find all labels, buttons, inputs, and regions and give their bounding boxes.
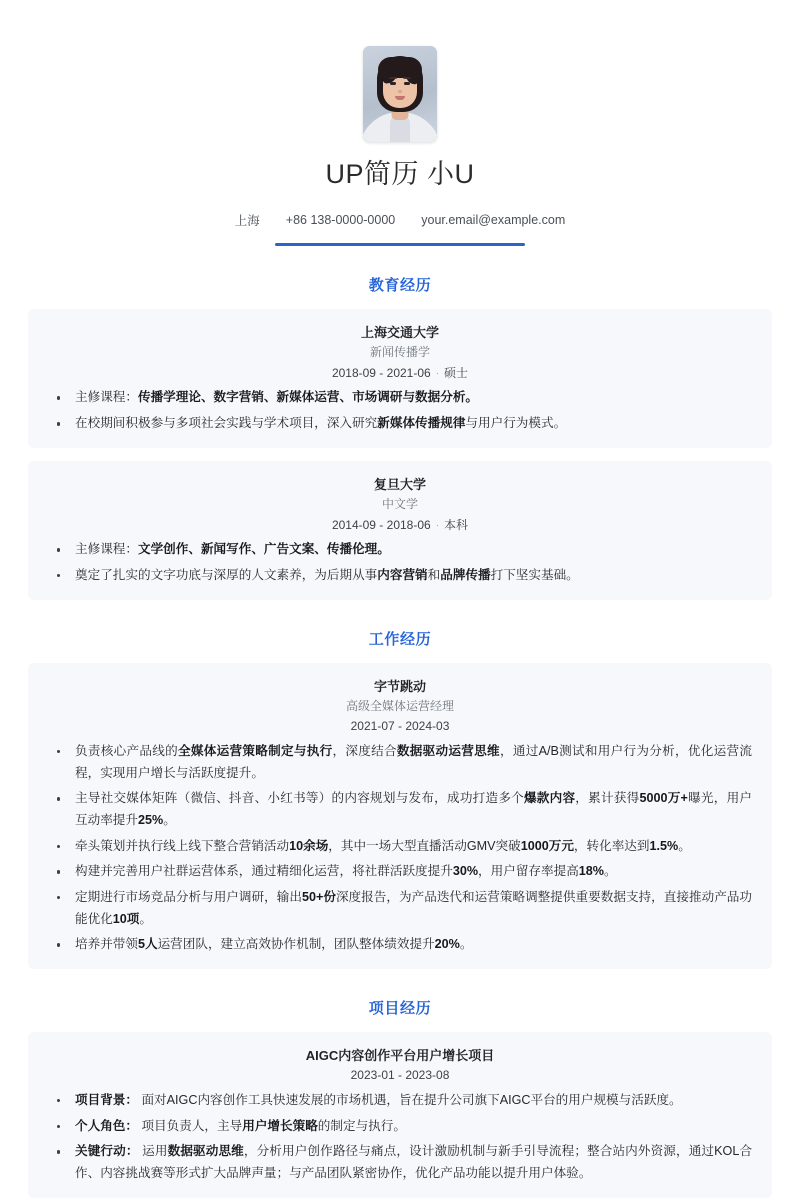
entry-dates: 2021-07 - 2024-03 [350, 719, 450, 734]
bullet-list [48, 539, 752, 586]
header-divider [275, 243, 525, 246]
entry-organization: AIGC内容创作平台用户增长项目 [305, 1047, 495, 1063]
list-item: 个人角色： 项目负责人，主导用户增长策略的制定与执行。 [48, 1116, 752, 1138]
list-item: 负责核心产品线的全媒体运营策略制定与执行，深度结合数据驱动运营思维，通过A/B测试和用户行为分析，优化运营流程，实现用户增长与活跃度提升。 [48, 741, 752, 784]
resume-section [0, 628, 800, 969]
entry-degree: 硕士 [444, 365, 469, 380]
contact-phone: +86 138-0000-0000 [285, 213, 396, 228]
entry-dates: 2014-09 - 2018-06 [331, 517, 431, 532]
bullet-list [48, 741, 752, 956]
bullet-list [48, 1090, 752, 1185]
bullet-list [48, 387, 752, 434]
contact-email: your.email@example.com [421, 213, 566, 228]
entry-degree: 本科 [444, 517, 469, 532]
entry-meta [48, 363, 752, 385]
section-title: 项目经历 [368, 999, 432, 1017]
entry-head [48, 677, 752, 738]
list-item: 主修课程：传播学理论、数字营销、新媒体运营、市场调研与数据分析。 [48, 387, 752, 409]
entry-card [28, 663, 772, 969]
entry-organization: 上海交通大学 [360, 324, 439, 340]
entry-subtitle: 新闻传播学 [369, 345, 430, 360]
contact-location: 上海 [234, 214, 260, 229]
entry-meta [48, 716, 752, 738]
page-title: UP简历 小U [325, 159, 475, 189]
list-item: 定期进行市场竞品分析与用户调研，输出50+份深度报告，为产品迭代和运营策略调整提供重要数据支持，直接推动产品功能优化10项。 [48, 887, 752, 930]
resume-section [0, 274, 800, 600]
list-item: 构建并完善用户社群运营体系，通过精细化运营，将社群活跃度提升30%，用户留存率提高18%。 [48, 861, 752, 883]
resume-header [0, 0, 800, 246]
entry-subtitle: 高级全媒体运营经理 [345, 699, 454, 714]
sections-root [0, 274, 800, 1198]
entry-head [48, 475, 752, 536]
entry-card [28, 309, 772, 448]
list-item: 在校期间积极参与多项社会实践与学术项目，深入研究新媒体传播规律与用户行为模式。 [48, 413, 752, 435]
resume-section [0, 997, 800, 1198]
entry-meta [48, 1065, 752, 1087]
entry-organization: 字节跳动 [373, 678, 426, 694]
entry-card [28, 1032, 772, 1198]
meta-separator-icon: · [435, 519, 440, 531]
list-item: 关键行动： 运用数据驱动思维，分析用户创作路径与痛点，设计激励机制与新手引导流程；整合站内外资源，通过KOL合作、内容挑战赛等形式扩大品牌声量；与产品团队紧密协作，优化产品功能以提升用户体验。 [48, 1141, 752, 1184]
list-item: 主导社交媒体矩阵（微信、抖音、小红书等）的内容规划与发布，成功打造多个爆款内容，累计获得5000万+曝光，用户互动率提升25%。 [48, 788, 752, 831]
entry-head [48, 1046, 752, 1087]
meta-separator-icon: · [435, 367, 440, 379]
list-item: 主修课程：文学创作、新闻写作、广告文案、传播伦理。 [48, 539, 752, 561]
section-title: 工作经历 [368, 630, 432, 648]
list-item: 奠定了扎实的文字功底与深厚的人文素养，为后期从事内容营销和品牌传播打下坚实基础。 [48, 565, 752, 587]
entry-subtitle: 中文学 [381, 497, 418, 512]
avatar-wrap [28, 46, 772, 142]
list-item: 牵头策划并执行线上线下整合营销活动10余场，其中一场大型直播活动GMV突破1000万元，转化率达到1.5%。 [48, 836, 752, 858]
entry-meta [48, 515, 752, 537]
list-item: 项目背景： 面对AIGC内容创作工具快速发展的市场机遇，旨在提升公司旗下AIGC平台的用户规模与活跃度。 [48, 1090, 752, 1112]
entry-dates: 2023-01 - 2023-08 [350, 1068, 450, 1083]
entry-card [28, 461, 772, 600]
section-title: 教育经历 [368, 276, 432, 294]
contact-line [28, 211, 772, 229]
entry-dates: 2018-09 - 2021-06 [331, 365, 431, 380]
entry-organization: 复旦大学 [373, 476, 426, 492]
list-item: 培养并带领5人运营团队，建立高效协作机制，团队整体绩效提升20%。 [48, 934, 752, 956]
entry-head [48, 323, 752, 384]
portrait-photo-icon [363, 46, 437, 142]
